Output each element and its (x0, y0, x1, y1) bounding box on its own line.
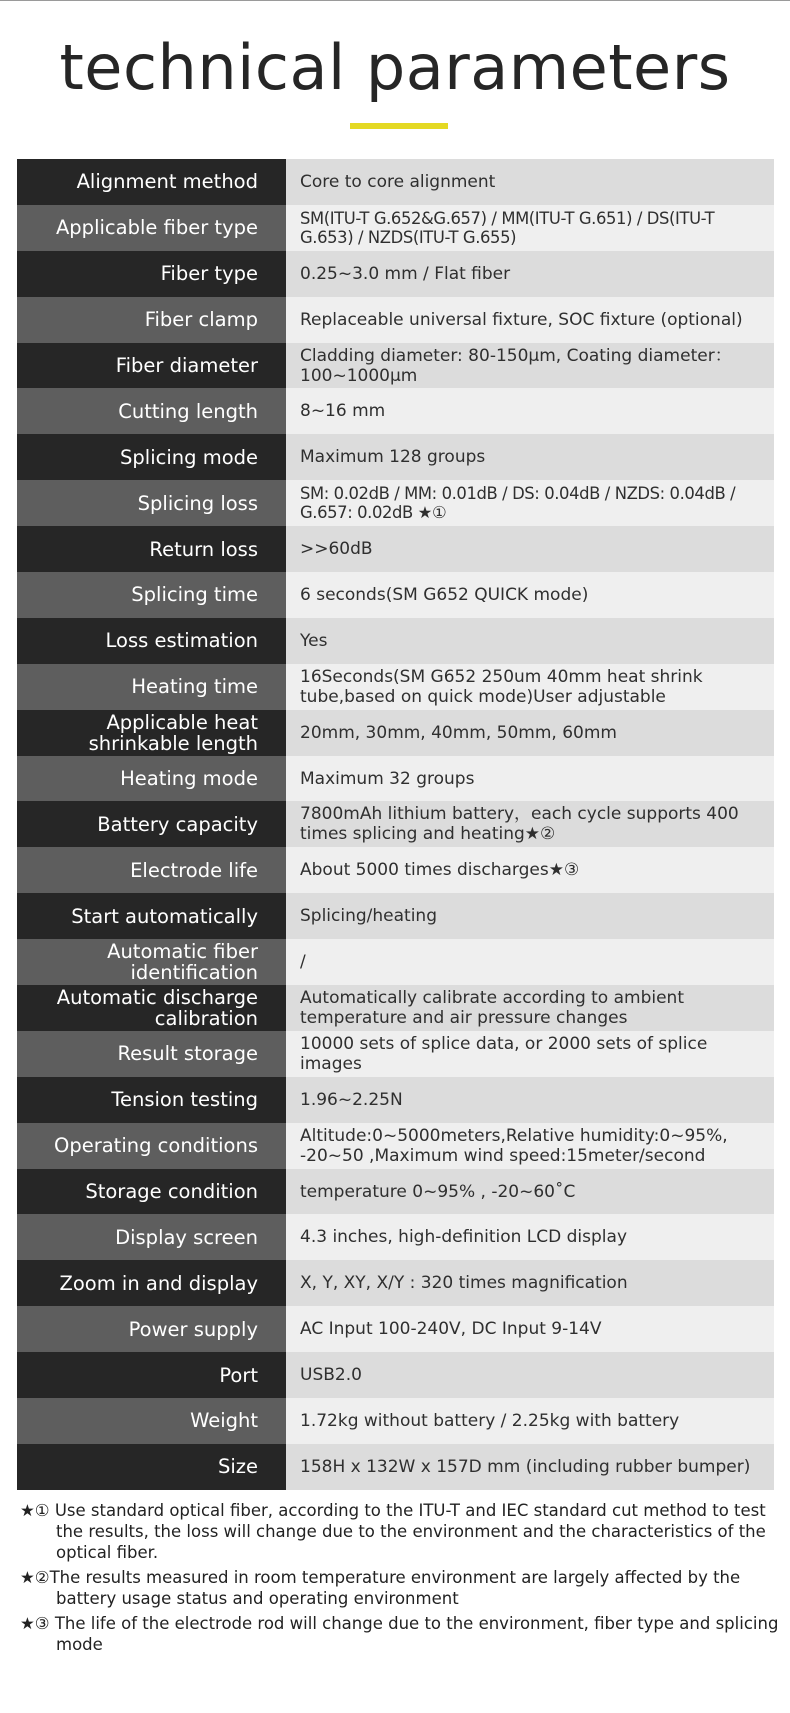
spec-label (17, 985, 286, 1031)
spec-label-text: Applicable fiber type (55, 216, 258, 240)
spec-label-text: Display screen (115, 1225, 258, 1249)
spec-row (17, 251, 774, 297)
spec-value (286, 801, 774, 847)
spec-value (286, 572, 774, 618)
spec-value-text: Core to core alignment (300, 171, 496, 192)
spec-value (286, 1260, 774, 1306)
spec-value-text: Splicing/heating (300, 906, 437, 927)
spec-value-text: 158H x 132W x 157D mm (including rubber bumper) (300, 1456, 751, 1477)
spec-value-text: 7800mAh lithium battery，each cycle supports 400 times splicing and heating★② (300, 804, 739, 845)
spec-label-text: Cutting length (118, 399, 258, 423)
spec-value-text: >>60dB (300, 539, 373, 560)
spec-value (286, 1214, 774, 1260)
spec-row (17, 618, 774, 664)
spec-value (286, 618, 774, 664)
spec-row (17, 1398, 774, 1444)
spec-label (17, 297, 286, 343)
spec-value (286, 205, 774, 251)
spec-value-text: About 5000 times discharges★③ (300, 860, 580, 881)
spec-row (17, 434, 774, 480)
spec-value-text: Replaceable universal fixture, SOC fixture (optional) (300, 309, 743, 330)
spec-row (17, 664, 774, 710)
spec-label-text: Fiber diameter (115, 354, 258, 377)
spec-row (17, 1123, 774, 1169)
spec-value (286, 939, 774, 985)
spec-value (286, 756, 774, 802)
spec-row (17, 159, 774, 205)
spec-value-text: 0.25~3.0 mm / Flat fiber (300, 263, 511, 284)
spec-label (17, 251, 286, 297)
spec-row (17, 205, 774, 251)
spec-value-text: 8~16 mm (300, 401, 386, 422)
spec-label (17, 1444, 286, 1490)
spec-value (286, 1123, 774, 1169)
spec-row (17, 847, 774, 893)
spec-label-text: Splicing time (131, 583, 258, 607)
footnote: ★③ The life of the electrode rod will change due to the environment, fiber type and splicing mode (20, 1614, 779, 1654)
spec-label (17, 756, 286, 802)
spec-label (17, 1077, 286, 1123)
spec-label (17, 1306, 286, 1352)
footnotes (20, 1500, 780, 1659)
spec-label (17, 572, 286, 618)
spec-value-text: SM(ITU-T G.652&G.657) / MM(ITU-T G.651) / DS(ITU-T G.653) / NZDS(ITU-T G.655) (300, 208, 715, 247)
spec-row (17, 480, 774, 526)
footnote: ★②The results measured in room temperature environment are largely affected by the battery usage status and operating environment (20, 1568, 741, 1608)
spec-row (17, 343, 774, 389)
spec-value (286, 893, 774, 939)
spec-row (17, 572, 774, 618)
spec-value (286, 1077, 774, 1123)
spec-label-text: Operating conditions (53, 1134, 258, 1158)
spec-value (286, 1352, 774, 1398)
spec-label (17, 664, 286, 710)
spec-value (286, 388, 774, 434)
spec-row (17, 939, 774, 985)
spec-label-text: Alignment method (76, 170, 258, 194)
spec-label-text: Battery capacity (97, 812, 258, 836)
spec-value (286, 251, 774, 297)
spec-value (286, 1306, 774, 1352)
spec-label (17, 801, 286, 847)
spec-value-text: AC Input 100-240V, DC Input 9-14V (300, 1319, 602, 1340)
spec-value (286, 710, 774, 756)
spec-value-text: Automatically calibrate according to ambient temperature and air pressure changes (300, 987, 684, 1028)
page-title: technical parameters (59, 31, 731, 104)
spec-value-text: 1.72kg without battery / 2.25kg with battery (300, 1410, 680, 1431)
spec-row (17, 1306, 774, 1352)
spec-label (17, 1352, 286, 1398)
spec-label-text: Splicing loss (137, 491, 258, 515)
spec-label (17, 343, 286, 389)
spec-value (286, 1169, 774, 1215)
spec-value-text: Maximum 32 groups (300, 768, 475, 789)
spec-label-text: Tension testing (111, 1088, 258, 1112)
spec-label (17, 1031, 286, 1077)
spec-label (17, 893, 286, 939)
spec-value-text: Altitude:0~5000meters,Relative humidity:0~95%, -20~50 ,Maximum wind speed:15meter/second (300, 1125, 728, 1166)
spec-label (17, 847, 286, 893)
top-border (0, 0, 790, 1)
spec-value-text: X, Y, XY, X/Y : 320 times magnification (300, 1273, 628, 1294)
spec-value (286, 297, 774, 343)
spec-value (286, 664, 774, 710)
spec-value-text: SM: 0.02dB / MM: 0.01dB / DS: 0.04dB / NZDS: 0.04dB / G.657: 0.02dB ★① (300, 484, 736, 523)
spec-label-text: Power supply (128, 1317, 258, 1341)
spec-label (17, 526, 286, 572)
spec-label-text: Fiber type (160, 262, 258, 286)
spec-row (17, 1077, 774, 1123)
spec-value (286, 526, 774, 572)
spec-table (17, 159, 774, 1490)
spec-row (17, 985, 774, 1031)
spec-label-text: Heating time (131, 675, 258, 699)
spec-value-text: 20mm, 30mm, 40mm, 50mm, 60mm (300, 722, 617, 743)
spec-value (286, 159, 774, 205)
spec-value (286, 985, 774, 1031)
spec-row (17, 1031, 774, 1077)
spec-value (286, 1444, 774, 1490)
spec-label-text: Applicable heat shrinkable length (88, 710, 258, 755)
spec-value-text: temperature 0~95% , -20~60˚C (300, 1181, 576, 1202)
spec-label-text: Start automatically (71, 904, 258, 928)
spec-value-text: 6 seconds(SM G652 QUICK mode) (300, 584, 589, 605)
spec-label-text: Storage condition (85, 1180, 258, 1204)
spec-label-text: Return loss (149, 537, 258, 561)
spec-label-text: Fiber clamp (144, 308, 258, 332)
spec-value-text: 4.3 inches, high-definition LCD display (300, 1227, 628, 1248)
spec-label (17, 618, 286, 664)
spec-label-text: Zoom in and display (59, 1271, 258, 1295)
spec-label-text: Automatic fiber identification (107, 940, 258, 985)
spec-row (17, 1444, 774, 1490)
spec-value (286, 480, 774, 526)
spec-row (17, 1214, 774, 1260)
spec-row (17, 1352, 774, 1398)
spec-row (17, 1260, 774, 1306)
spec-value (286, 434, 774, 480)
spec-label (17, 1123, 286, 1169)
title-underline (350, 123, 448, 129)
spec-row (17, 801, 774, 847)
spec-value-text: USB2.0 (300, 1365, 362, 1386)
footnote: ★① Use standard optical fiber, according to the ITU-T and IEC standard cut method to test the results, the loss will change due to the environment and the characteristics of the optical fiber. (20, 1501, 766, 1562)
spec-row (17, 710, 774, 756)
spec-label-text: Port (219, 1363, 258, 1387)
spec-label (17, 205, 286, 251)
spec-label-text: Automatic discharge calibration (56, 985, 258, 1030)
spec-label-text: Heating mode (120, 767, 258, 791)
spec-value (286, 343, 774, 389)
spec-row (17, 1169, 774, 1215)
spec-label (17, 939, 286, 985)
spec-label-text: Weight (190, 1409, 258, 1433)
spec-row (17, 388, 774, 434)
spec-value-text: / (300, 952, 306, 973)
spec-label (17, 1398, 286, 1444)
spec-value-text: 16Seconds(SM G652 250um 40mm heat shrink tube,based on quick mode)User adjustable (300, 666, 703, 707)
spec-label (17, 710, 286, 756)
spec-label (17, 1260, 286, 1306)
spec-label-text: Splicing mode (120, 445, 258, 469)
spec-row (17, 893, 774, 939)
spec-value-text: 1.96~2.25N (300, 1089, 403, 1110)
spec-value (286, 847, 774, 893)
spec-row (17, 756, 774, 802)
spec-label-text: Loss estimation (105, 629, 258, 653)
spec-label (17, 388, 286, 434)
spec-row (17, 526, 774, 572)
spec-value (286, 1031, 774, 1077)
spec-value-text: Cladding diameter: 80-150μm, Coating diameter：100~1000μm (300, 345, 732, 386)
spec-label-text: Electrode life (130, 858, 258, 882)
spec-label (17, 1169, 286, 1215)
spec-label (17, 480, 286, 526)
spec-row (17, 297, 774, 343)
spec-label (17, 159, 286, 205)
spec-value (286, 1398, 774, 1444)
spec-value-text: Yes (300, 630, 328, 651)
spec-label-text: Result storage (117, 1042, 258, 1066)
spec-label (17, 434, 286, 480)
spec-label-text: Size (217, 1455, 258, 1479)
spec-value-text: Maximum 128 groups (300, 447, 486, 468)
spec-value-text: 10000 sets of splice data, or 2000 sets of splice images (300, 1033, 708, 1074)
spec-label (17, 1214, 286, 1260)
